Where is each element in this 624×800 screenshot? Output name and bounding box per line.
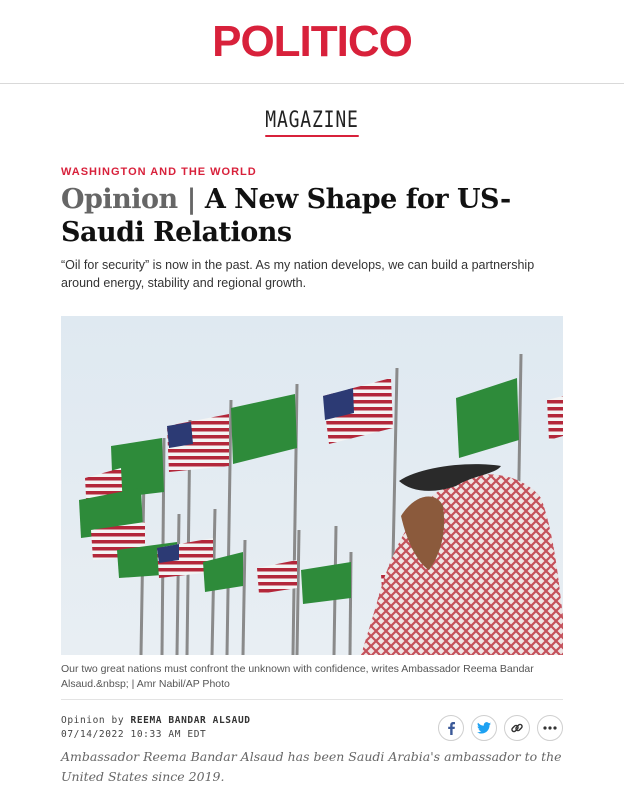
author-link[interactable]: REEMA BANDAR ALSAUD [130, 715, 251, 726]
headline-text: A New Shape for US-Saudi Relations [61, 184, 511, 248]
article-headline [61, 183, 563, 249]
lead-photo [61, 316, 563, 655]
timestamp: 07/14/2022 10:33 AM EDT [61, 729, 207, 740]
byline-label: Opinion by [61, 715, 131, 726]
copy-link-button[interactable] [504, 715, 530, 741]
author-bio: Ambassador Reema Bandar Alsaud has been Saudi Arabia's ambassador to the United States since 2019. [61, 749, 562, 784]
headline-prefix: Opinion | [61, 184, 205, 215]
facebook-icon [445, 721, 457, 735]
article-dek: “Oil for security” is now in the past. As my nation develops, we can build a partnership around energy, stability and regional growth. [61, 258, 535, 290]
section-header [0, 108, 624, 137]
link-icon [510, 721, 524, 735]
share-tools [438, 715, 563, 741]
magazine-section-link[interactable]: MAGAZINE [265, 108, 358, 137]
more-icon [543, 726, 557, 730]
masthead [0, 0, 624, 84]
politico-logo[interactable]: POLITICO [212, 16, 412, 66]
twitter-share-button[interactable] [471, 715, 497, 741]
twitter-icon [477, 722, 491, 734]
photo-caption: Our two great nations must confront the unknown with confidence, writes Ambassador Reema Bandar Alsaud.&nbsp; | Amr Nabil/AP Photo [61, 663, 534, 690]
divider [61, 699, 563, 700]
more-share-button[interactable] [537, 715, 563, 741]
facebook-share-button[interactable] [438, 715, 464, 741]
byline [61, 714, 251, 742]
article-kicker[interactable]: WASHINGTON AND THE WORLD [61, 166, 257, 178]
